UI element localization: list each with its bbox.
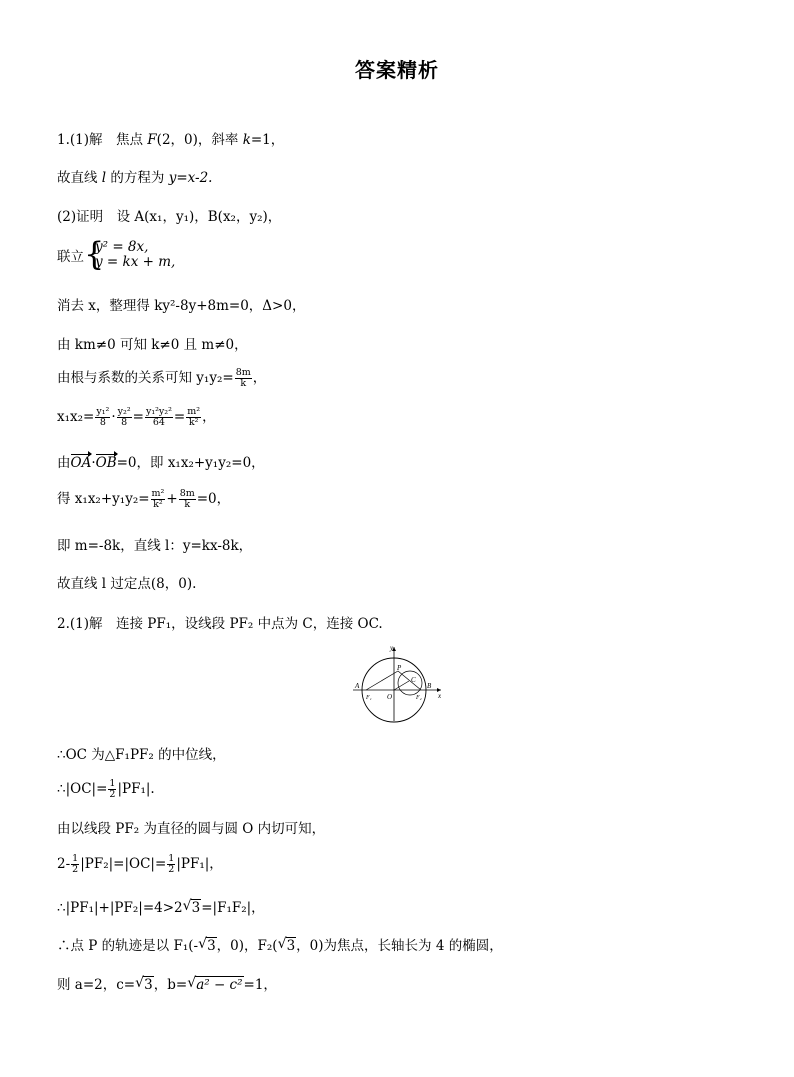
line-5: 消去 x，整理得 ky²-8y+8m=0，Δ>0， bbox=[57, 298, 306, 314]
label-a: A bbox=[355, 682, 360, 690]
line-16: 由以线段 PF₂ 为直径的圆与圆 O 内切可知， bbox=[57, 821, 326, 837]
fraction: $\frac{1}{2}$ bbox=[168, 853, 175, 875]
line-8: x₁x₂= $\frac{\text{y₁²}}{8}$ · $\frac{\text{y₂²}}{8}$ = $\frac{\text{y₁²y₂²}}{64}$ = $\frac{\text{m²}}{\text{k²}}$ ， bbox=[57, 406, 216, 428]
page-title: 答案精析 bbox=[355, 58, 439, 82]
circle-pf2 bbox=[398, 671, 422, 695]
fraction: $\frac{8m}{k}$ bbox=[179, 488, 195, 510]
line-15: ∴|OC|= $\frac{1}{2}$ |PF₁|. bbox=[57, 778, 155, 800]
sqrt: √ 3 bbox=[198, 936, 216, 954]
vector-ob: OB bbox=[95, 455, 117, 471]
sqrt: √ 3 bbox=[135, 975, 153, 993]
line-11: 即 m=-8k，直线 l：y=kx-8k， bbox=[57, 538, 253, 554]
label-y: y bbox=[390, 644, 394, 652]
label-f2: F₂ bbox=[416, 695, 422, 701]
line-18: ∴|PF₁|+|PF₂|=4>2 √ 3=|F₁F₂|， bbox=[57, 898, 265, 916]
label-c: C bbox=[411, 676, 416, 684]
ellipse-circle-figure bbox=[345, 643, 445, 723]
segment-oc bbox=[394, 681, 409, 690]
equation-system: { y² = 8x, y = kx + m, bbox=[84, 235, 176, 273]
line-12: 故直线 l 过定点(8，0). bbox=[57, 576, 197, 592]
line-3: (2)证明 设 A(x₁，y₁)，B(x₂，y₂)， bbox=[57, 209, 282, 225]
fraction: $\frac{\text{y₂²}}{8}$ bbox=[117, 406, 131, 428]
line-2: 故直线 l 的方程为 y=x-2. bbox=[57, 170, 213, 186]
fraction: $\frac{\text{m²}}{\text{k²}}$ bbox=[187, 406, 201, 428]
fraction: $\frac{1}{2}$ bbox=[109, 778, 116, 800]
line-4-system: 联立 { y² = 8x, y = kx + m, bbox=[57, 235, 176, 273]
fraction: $\frac{\text{y₁²}}{8}$ bbox=[96, 406, 110, 428]
fraction: $\frac{1}{2}$ bbox=[72, 853, 79, 875]
line-13: 2.(1)解 连接 PF₁，设线段 PF₂ 中点为 C，连接 OC. bbox=[57, 616, 383, 632]
sqrt: √ a² − c² bbox=[187, 975, 243, 993]
label-o: O bbox=[387, 693, 393, 701]
sqrt: √ 3 bbox=[182, 898, 201, 916]
line-19: ∴点 P 的轨迹是以 F₁(- √ 3，0)，F₂( √ 3，0)为焦点，长轴长为 4 的椭圆， bbox=[57, 936, 503, 954]
line-6: 由 km≠0 可知 k≠0 且 m≠0， bbox=[57, 337, 248, 353]
line-20: 则 a=2，c= √ 3，b= √ a² − c²=1， bbox=[57, 975, 277, 993]
sqrt: √ 3 bbox=[277, 936, 296, 954]
line-10: 得 x₁x₂+y₁y₂= $\frac{\text{m²}}{\text{k²}}$ + $\frac{8m}{k}$ =0， bbox=[57, 488, 231, 510]
label-p: P bbox=[397, 664, 402, 672]
fraction: $\frac{8m}{k}$ bbox=[235, 367, 251, 389]
fraction: $\frac{\text{m²}}{\text{k²}}$ bbox=[151, 488, 165, 510]
line-9: 由OA·OB=0，即 x₁x₂+y₁y₂=0， bbox=[57, 455, 265, 471]
line-17: 2- $\frac{1}{2}$ |PF₂|=|OC|= $\frac{1}{2}$ |PF₁|， bbox=[57, 853, 223, 875]
label-x: x bbox=[438, 692, 442, 700]
label-b: B bbox=[427, 682, 432, 690]
line-14: ∴OC 为△F₁PF₂ 的中位线， bbox=[57, 747, 226, 763]
label-f1: F₁ bbox=[366, 695, 372, 701]
line-7: 由根与系数的关系可知 y₁y₂= $\frac{8m}{k}$ ， bbox=[57, 367, 267, 389]
vector-oa: OA bbox=[70, 455, 92, 471]
fraction: $\frac{\text{y₁²y₂²}}{64}$ bbox=[145, 406, 172, 428]
segment-pf1 bbox=[366, 671, 398, 690]
line-1: 1.(1)解 焦点 F(2，0)，斜率 k=1， bbox=[57, 132, 285, 148]
